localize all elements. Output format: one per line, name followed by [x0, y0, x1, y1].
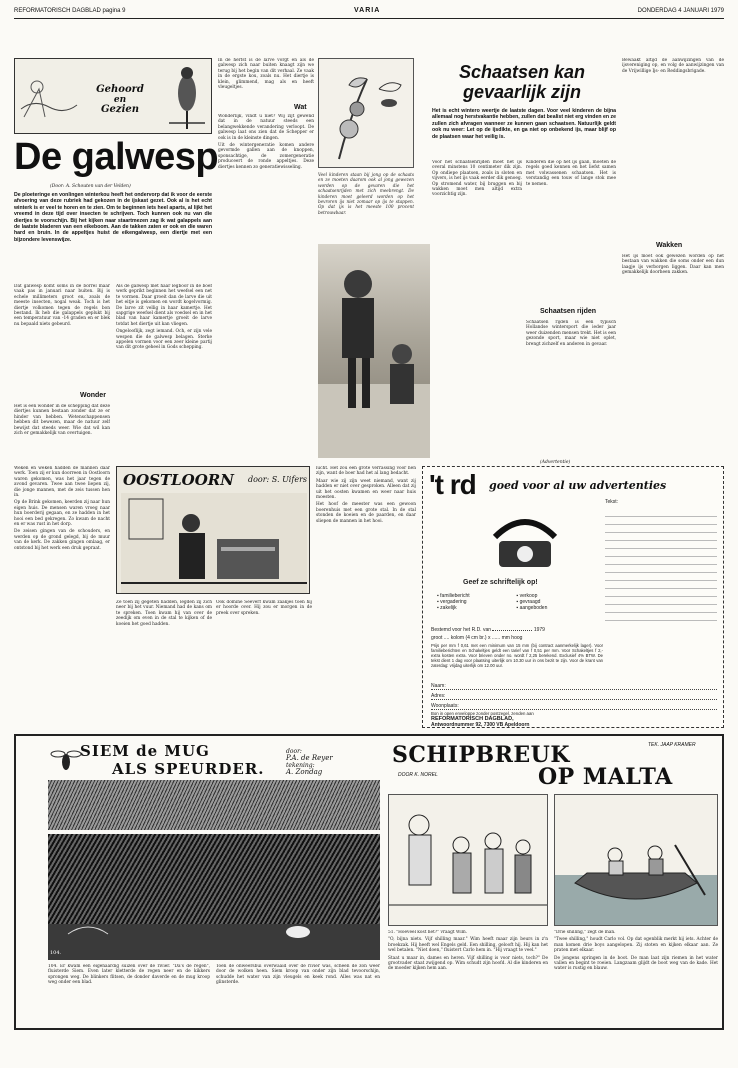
- malta-strip: [388, 742, 718, 1026]
- skating-children-icon: [318, 244, 430, 458]
- galwesp-col3b: [218, 114, 314, 458]
- malta-panel-left: [388, 794, 548, 926]
- oostloorn-title: OOSTLOORN: [123, 471, 234, 489]
- ad-tekst-area[interactable]: [605, 509, 717, 627]
- ad-date-field[interactable]: [492, 630, 532, 631]
- ad-tekst-label: Tekst:: [605, 499, 619, 505]
- malta-title-line2: OP MALTA: [538, 764, 673, 790]
- schaatsen-col1: [432, 160, 522, 246]
- ad-option[interactable]: ▪ vergadering: [437, 599, 467, 605]
- ad-option[interactable]: ▪ zakelijk: [437, 605, 457, 611]
- ad-envelope-note: Bon in open enveloppe zonder postzegel, zenden aan: [431, 711, 534, 716]
- galwesp-col2: [116, 284, 212, 458]
- oostloorn-mid-col: [116, 600, 212, 728]
- ad-coupon: [422, 466, 724, 728]
- ad-adres-field[interactable]: Adres:: [431, 693, 717, 700]
- skating-caption: Veel kinderen staan bij jong op de schaats en ze moeten daarom ook al jong gewezen worden op de gevaren die het schaatsenrijden met zich meebrengt. De kinderen moet geleerd worden op het bevroren ijs niet zomaar op ijs te stappen. Op dat ijs is het meeste 100 procent betrouwbaar.: [318, 172, 414, 215]
- mosquito-icon: [50, 744, 82, 776]
- mug-by: door:: [286, 748, 302, 755]
- header-center: VARIA: [354, 7, 381, 14]
- rubric-line2: en: [113, 95, 127, 105]
- galwesp-subhead-wat: Wat: [294, 104, 307, 111]
- schaatsen-para3: Schaatsen rijden is een typisch Hollandse wintersport die ieder jaar weer duizenden mensen trekt. Het is een gezonde sport, maar wie niet oplet, brengt zichzelf en anderen in gevaar.: [526, 320, 616, 347]
- schaatsen-lead: Het is echt wintero weertje de laatste dagen. Voor veel kinderen de bijna allemaal nog herstvakantie hebben, zullen dat bealist niet erg vinden en ze zullen zich afvragen wanneer ze kunnen gaan schaatsen. Natuurlijk geldt ook nu weer: Let op de ijsdikte, en ga niet op onbekend ijs, maar blijf op de plaatsen waar het veilig is.: [432, 108, 616, 140]
- mug-artist: A. Zondag: [286, 768, 323, 776]
- galwesp-para3: Als de galwesp met haar legboor in de boef werk geprikt beginnen het weefsel een net te vormen. Daar groeit dan de larve die uit het eitje is gekomen en wordt kogelvormig. De larve zit vellig in haar kamertje. Het sapgrige weefsel dient als voedsel en in het blad van haar kamertje groeit de larve totdat het diertje uit kan vliegen.: [116, 284, 212, 327]
- ad-naam-field[interactable]: Naam:: [431, 683, 717, 690]
- ad-option[interactable]: ▪ gevraagd: [516, 599, 541, 605]
- schaatsen-subhead1: Schaatsen rijden: [540, 308, 597, 315]
- header-rule: [14, 18, 724, 19]
- mug-panel-number: 104.: [50, 950, 62, 956]
- header-left: REFORMATORISCH DAGBLAD pagina 9: [14, 8, 126, 14]
- oostloorn-mid2-col: [216, 600, 312, 728]
- rubric-line1: Gehoord: [96, 84, 144, 95]
- schaatsen-col3: [622, 58, 724, 238]
- landscape-sketch-icon: [19, 69, 79, 129]
- schaatsen-subhead2: Wakken: [656, 242, 683, 249]
- malta-col2-head: "Drie shilling," zegt de man.: [554, 930, 616, 935]
- telephone-icon: [489, 507, 561, 571]
- malta-col2: "Twee shilling," houdt Carlo vol. Op dat ogenblik merkt hij iets. Achter de man komen drie boys aangelopen. Zij stoten en kijken elkaar aan. Ze praten met elkaar.: [554, 937, 718, 954]
- mug-strip: [40, 742, 382, 1026]
- schaatsen-col2b: [526, 320, 616, 456]
- malta-family-icon: [389, 795, 547, 925]
- oostloorn-scene-icon: [121, 493, 307, 593]
- ad-option[interactable]: ▪ familiebericht: [437, 593, 470, 599]
- mug-text2: Toen de onweersbui overwaaid over de rivier was, scheen de zon weer door de wolken heen. Siem kroop van onder zijn blad tevoorschijn, schudde het water van zijn vleugels en keek rond. Alles was nat en glinsterde.: [216, 964, 380, 986]
- ad-options: [437, 593, 597, 611]
- mug-author: P.A. de Reyer: [286, 754, 333, 762]
- schaatsen-para1: Voor het schaatsenrijden moet het ijs overal minstens 10 centimeter dik zijn. Op ondiepe plaatsen, zoals in sloten en vijvers, is het ijs vaak eerder dik genoeg. Op stromend water, bij bruggen en bij wakken moet men altijd extra voorzichtig zijn.: [432, 160, 522, 198]
- schaatsen-title-line1: Schaatsen kan: [458, 62, 586, 82]
- header-right: DONDERDAG 4 JANUARI 1979: [637, 8, 724, 14]
- malta-text-right: [554, 930, 718, 1024]
- mug-panel-storm: [48, 834, 380, 960]
- galwesp-para1: Dat galwesp komt soms in de borrel maar vaak pas in januari naar buiten. Bij is echele millimeters groot en, zoals de meeste insecten, nogal weak. Toch is het diertje volkomen tegen de regels bon bestand. Ik heb die galappels geplukt bij een temperatuur van -14 graden en er blek nu bepaald niets gebeurd.: [14, 284, 110, 327]
- ad-option[interactable]: ▪ aangeboden: [516, 605, 548, 611]
- galwesp-para7: Ongelooflijk, zegt iemand. Och, er zijn vele wespen die de galwesp belagen. Sterke appelen vormen voor een zeer kleine partij van dit grote geheel in Gods schepping.: [116, 329, 212, 351]
- galwesp-illustration: [318, 58, 414, 168]
- ad-option[interactable]: ▪ verkoop: [516, 593, 538, 599]
- galwesp-subhead-wonder: Wonder: [80, 392, 106, 399]
- ad-woonplaats-field[interactable]: Woonplaats:: [431, 703, 717, 710]
- skating-children-photo: [318, 244, 430, 458]
- galwesp-col1: [14, 284, 110, 390]
- ad-bestemd: Bestemd voor het R.D. van 1979: [431, 627, 545, 633]
- malta-col2b: De jongens springen in de boot. De man laat zijn riemen in het water vallen en begint te roeien. Langzaam glijdt de boot weg van de kade. Het water is rustig en blauw.: [554, 955, 718, 972]
- malta-col1-head: 51. "Hoeveel kost het?" vraagt Wim.: [388, 930, 468, 935]
- malta-author: DOOR K. NOREL: [398, 772, 438, 778]
- rain-scene-icon: [48, 834, 380, 960]
- schaatsen-para2: Kinderen die op het ijs gaan, moeten de regels goed kennen en het liefst samen met volwassenen schaatsen. Het is verstandig een touw of lange stok mee te nemen.: [526, 160, 616, 187]
- galwesp-lead: De ploeteringe en vonlingen winterkou heeft het ondervorp dat ik voor de eerste afvoering van deze rubriek had gekozen in de ijskast gezet. Ook al is het echt winterk is er veel te horen en te zien. Om te beginnen iets heel aparts, al lijkt het vreemd in deze tijd over insecten te schrijven. Toch kunnen ook nu van die diertjes te voorschijn. Bij het kijken naar staartmezen zag ik wat galappels aan de laatste bladeren van een eikeboom. Aan de takken zaten er ook en die waren hard en bruin. In de appeltjes huist de eikengalwesp, een diertje met een bijzondere levenswijze.: [14, 192, 212, 243]
- malta-title-line1: SCHIPBREUK: [392, 742, 570, 768]
- oostloorn-col3: lucht. Het zou een grote verrassing voor hen zijn, want de boer had het al lang bedacht.: [316, 466, 416, 477]
- schaatsen-col2: [526, 160, 616, 246]
- mug-title-line1: SIEM de MUG: [80, 742, 210, 760]
- bird-icon: [165, 61, 209, 131]
- oostloorn-byline: door: S. Uifers: [247, 475, 307, 484]
- rubric-line3: Gezien: [100, 104, 139, 115]
- galwesp-col1b: [14, 404, 110, 458]
- galwesp-para6: Uit de wintergeneratie komen andere gevormde gallen aan de knoppen, sponsachtige, de zomergeneratie produceert de ronde appeltjes. Deze diertjes kennen zo generatiewisseling.: [218, 143, 314, 170]
- oostloorn-illustration: [116, 466, 310, 594]
- advertentie-mark: (Advertentie): [540, 460, 571, 465]
- schaatsen-para5: Bewaakt altijd de aanwijzingen van de ijsvereniging op, en volg de aanwijzingen van de Vrijwillige Ijs- en Reddingsbrigade.: [622, 58, 724, 74]
- ad-address: Antwoordnummer 92, 7300 VB Apeldoorn: [431, 722, 530, 728]
- ad-logo: 't rd: [429, 469, 476, 500]
- galwesp-col3: [218, 58, 314, 102]
- malta-artist: TEK. JAAP KRAMER: [648, 742, 696, 748]
- mug-text1: 104. Er kwam een eigenaardig suizen over de rivier. "Da's de regen", fluisterde Siem. Even later kletterde de regen neer en de kikkers sprongen weg. De blinkers flitsen, de donder daverde en de mug kroop weg onder een blad.: [48, 964, 210, 986]
- mug-panel-landscape: [48, 780, 380, 830]
- rubric-title: [75, 85, 165, 115]
- schaatsen-title: [432, 62, 612, 102]
- malta-panel-right: [554, 794, 718, 926]
- malta-col1b: Staat u maar in, dames en heren. Vijf shilling is voor niets, toch?" De grootvader staat zwijgend op. Wim schudt zijn hoofd. Al die kinderen en de moeder kijken hem aan.: [388, 955, 548, 972]
- galwesp-para4: In de herfst is de larve vorgt en als de galwesp zich naar buiten knaagt zijn we terug bij het begin van dit verhaal. Ze vaak in de ergste kou, zoals nu. Het diertje is klein, glimmend, mag als en heeft vleugeltjes.: [218, 58, 314, 91]
- ad-publisher: REFORMATORISCH DAGBLAD,: [431, 716, 514, 722]
- schaatsen-para4: Het ijs moet ook gewezen worden op het bestaan van wakken die soms onder een dun laagje ijs verborgen liggen. Daar kan men gemakkelijk doorheen zakken.: [622, 254, 724, 276]
- oostloorn-col1b: Op de Brink gekomen, keerden zij naar hun eigen huis. De mensen waren vroeg naar hun boerderij gegaan, en ze hadden in het hooi een bed gekregen. Zo kwam de nacht en er was rust in het dorp.: [14, 500, 110, 528]
- ad-price-text: Prijs per mm f 0,61 met een minimum van 15 mm (bij contract aanmerkelijk lager). Voor familieberichten en Schakeltjes geldt een tarief van f 0,51 per mm. Voor Schakeltjes f 2,- extra kosten extra. Voor brieven onder no. wordt f 2,25 berekend. Exclusief 4% BTW. De tekst dient 1 dag voor plaatsing uiterlijk om 10.30 uur in ons bezit te zijn. Voor de krant van zaterdag: vrijdag uiterlijk om 12.00 uur.: [431, 643, 603, 668]
- rubric-banner: [14, 58, 212, 134]
- oostloorn-col3c: Het hoof de meester was een gewoon boerenhuis met een grote stal. In de stal stonden de koeien en de paarden, en daar sliepen de mannen in het hooi.: [316, 502, 416, 524]
- schaatsen-col3b: [622, 254, 724, 458]
- malta-col1: "O, bijna niets. Vijf shilling maar." Wim heeft maar zijn beurs in z'n broekzak. Hij heeft wel Engels geld. Een shilling, gelooft hij. Hij kan het wel betalen. "Niet doen," fluistert Carlo hem in. "Hij vraagt te veel.": [388, 937, 548, 954]
- ad-geef-label: Geef ze schriftelijk op!: [463, 579, 538, 586]
- galwesp-para5: Wonderlijk, vindt u niet? Wij zijt gewend dat in de natuur steeds een belangwekkende verandering verloopt. De galwesp laat ons zien dat de Schepper er ook is in de kleinste dingen.: [218, 114, 314, 141]
- galwesp-para2: Het is een wonder in de schepping dat deze diertjes kunnen bestaan zonder dat ze er hinder van hebben. Wetenschappensen hebben dit bewezen, maar de natuur zelf bewijst dat steeds weer. Wie dat wil kan zich er gemakkelijk van overtuigen.: [14, 404, 110, 437]
- schaatsen-title-line2: gevaarlijk zijn: [462, 82, 582, 102]
- galwesp-title: De galwesp: [14, 136, 219, 178]
- mug-credits: [286, 748, 382, 776]
- oostloorn-col3d: Ook domine Seeverf kwam zaakjes toen hij er hoorde over. Hij zou er morgen in de preek over spreken.: [216, 600, 312, 616]
- oostloorn-col1c: De zeisen gingen van de schouders, en werden op de grond gelegd, bij de muur van de kerk. De zakken gingen omlaag, er ontstond bij het werk een druk gepraat.: [14, 529, 110, 551]
- malta-text-left: [388, 930, 548, 1024]
- page-header: [14, 6, 724, 18]
- galwesp-author: (Door: A. Schouten van der Velden): [50, 184, 131, 189]
- ad-headline: goed voor al uw advertenties: [489, 479, 667, 492]
- oostloorn-col3b: Maar wie zij zijn weet niemand, want zij hadden er niet over gesproken. Alleen dat zij uit het oosten kwamen en weer naar huis moesten.: [316, 478, 416, 501]
- mug-title-line2: ALS SPEURDER.: [112, 760, 265, 778]
- ad-groot[interactable]: groot .... kolom (4 cm br.) x ...... mm hoog: [431, 635, 523, 641]
- malta-boat-icon: [555, 795, 717, 925]
- oostloorn-left-col: [14, 466, 110, 728]
- mug-tekening: tekening:: [286, 762, 315, 769]
- oostloorn-col1: Weken en weken hadden de mannen daar werk. Toen zij er kun doorreen in Oostloorn waren gekomen, was het jaar tegen de avond gevaren. Twee aan twee liepen zij, die jonge mannen, met de zeis tussen hen in.: [14, 466, 110, 499]
- oostloorn-col2: Ze toen zij gegeten hadden, legden zij zich neer bij het vuur. Niemand had de kans om te spreken. Toen kwam hij van over de zeedijk om even in de stal te kijken of de koeien het goed hadden.: [116, 600, 212, 627]
- oostloorn-right-col: [316, 466, 416, 728]
- gall-wasp-drawing-icon: [319, 59, 413, 167]
